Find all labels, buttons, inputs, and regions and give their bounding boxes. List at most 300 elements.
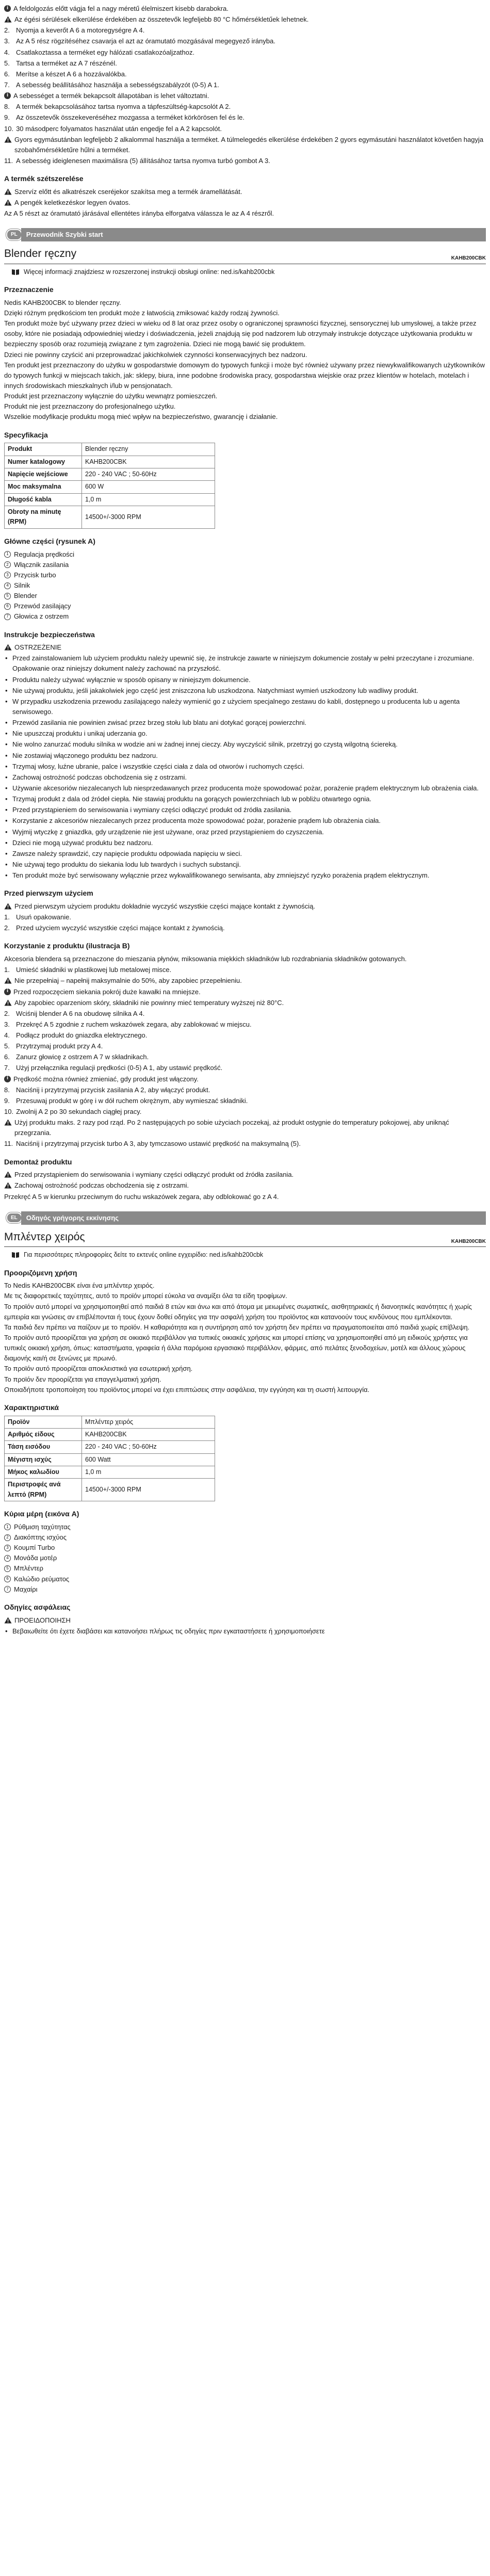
- step-text: Przed użyciem wyczyść wszystkie części mające kontakt z żywnością.: [16, 924, 225, 932]
- warning-icon: [4, 644, 12, 651]
- bullet-text: Trzymaj włosy, luźne ubranie, palce i wszystkie części ciała z dala od otworów i ruchomych części.: [12, 762, 304, 770]
- el-language-title: Οδηγός γρήγορης εκκίνησης: [21, 1211, 486, 1225]
- bullet-text: Nie wolno zanurzać modułu silnika w wodzie ani w żadnej innej cieczy. Aby wyczyścić silnik, przetrzyj go czystą wilgotną ściereką.: [12, 740, 398, 749]
- step-line: [4, 1030, 486, 1041]
- step-text: Szervíz előtt és alkatrészek cseréjekor szakítsa meg a termék áramellátását.: [14, 187, 242, 196]
- step-text: Usuń opakowanie.: [16, 913, 71, 921]
- spec-key: Napięcie wejściowe: [5, 468, 82, 480]
- el-parts-title: Κύρια μέρη (εικόνα A): [4, 1510, 79, 1518]
- part-number-marker: 7: [4, 613, 11, 620]
- paragraph: Ten produkt może być używany przez dzieci w wieku od 8 lat oraz przez osoby o ograniczonej sprawności fizycznej, sensorycznej lub umysłowej, a także przez osoby, które nie posiadają odpowiedniej wiedzy i doświadczenia, jeżeli znajdują się pod nadzorem lub otrzymały instrukcje dotyczące użytkowania produktu w bezpieczny sposób oraz rozumieją związane z tym zagrożenia. Dzieci nie mogą bawić się produktem.: [4, 319, 477, 348]
- spec-key: Μήκος καλωδίου: [5, 1466, 82, 1479]
- step-line: [4, 1019, 486, 1030]
- step-number: 5.: [4, 1042, 10, 1050]
- part-item: [4, 611, 486, 622]
- spec-key: Μέγιστη ισχύς: [5, 1453, 82, 1466]
- spec-value: 600 Watt: [82, 1453, 215, 1466]
- part-label: Głowica z ostrzem: [14, 612, 69, 621]
- pl-info-line: [11, 267, 486, 277]
- spec-value: 14500+/-3000 RPM: [82, 1479, 215, 1501]
- step-number: 1.: [4, 913, 10, 921]
- spec-value: KAHB200CBK: [82, 1428, 215, 1440]
- bullet-dot: •: [5, 795, 8, 803]
- paragraph: Το προϊόν αυτό προορίζεται αποκλειστικά για εσωτερική χρήση.: [4, 1365, 193, 1373]
- step-line: [4, 901, 486, 912]
- bullet-item: [5, 849, 486, 859]
- bullet-item: [5, 653, 486, 674]
- part-item: [4, 591, 486, 601]
- part-label: Διακόπτης ισχύος: [14, 1533, 67, 1542]
- bullet-dot: •: [5, 719, 8, 727]
- step-text: Przytrzymaj produkt przy A 4.: [16, 1042, 103, 1050]
- bullet-dot: •: [5, 762, 8, 770]
- step-number: 1.: [4, 966, 10, 974]
- paragraph: Nedis KAHB200CBK to blender ręczny.: [4, 298, 121, 306]
- warning-icon: [4, 136, 12, 143]
- part-label: Silnik: [14, 581, 30, 589]
- bullet-item: [5, 816, 486, 826]
- part-label: Włącznik zasilania: [14, 560, 69, 569]
- step-text: A sebesség ideiglenesen maximálisra (5) állításához tartsa nyomva turbó gombot A 3.: [16, 156, 270, 165]
- pl-info-text: Więcej informacji znajdziesz w rozszerzonej instrukcji obsługi online: ned.is/kahb200cbk: [24, 268, 275, 276]
- step-text: Umieść składniki w plastikowej lub metalowej misce.: [16, 966, 172, 974]
- step-text: A sebesség beállításához használja a sebességszabályzót (0-5) A 1.: [16, 80, 219, 89]
- bullet-item: [5, 686, 486, 696]
- paragraph: Οποιαδήποτε τροποποίηση του προϊόντος μπορεί να έχει επιπτώσεις στην ασφάλεια, την εγγύηση και τη σωστή λειτουργία.: [4, 1385, 370, 1394]
- spec-key: Moc maksymalna: [5, 481, 82, 493]
- step-text: Naciśnij i przytrzymaj przycisk turbo A 3, aby tymczasowo ustawić prędkość na maksymalną (5).: [16, 1140, 301, 1148]
- bullet-item: [5, 827, 486, 837]
- bullet-text: Zawsze należy sprawdzić, czy napięcie produktu odpowiada napięciu w sieci.: [12, 849, 242, 857]
- step-number: 6.: [4, 1053, 10, 1061]
- bullet-dot: •: [5, 675, 8, 684]
- el-product-code: KAHB200CBK: [451, 1238, 486, 1244]
- el-purpose-title: Προοριζόμενη χρήση: [4, 1268, 77, 1277]
- bullet-text: Nie upuszczaj produktu i unikaj uderzania go.: [12, 730, 148, 738]
- part-label: Μονάδα μοτέρ: [14, 1554, 57, 1562]
- bullet-dot: •: [5, 730, 8, 738]
- step-line: [4, 1041, 486, 1051]
- bullet-text: Nie używaj produktu, jeśli jakakolwiek jego część jest zniszczona lub uszkodzona. Natychmiast wymień uszkodzony lub wadliwy produkt.: [12, 686, 418, 694]
- bullet-dot: •: [5, 871, 8, 880]
- part-item: [4, 1584, 486, 1595]
- step-line: [4, 198, 486, 208]
- paragraph: Το προϊόν αυτό προορίζεται για χρήση σε οικιακό περιβάλλον για τυπικές οικιακές χρήσεις και μπορεί επίσης να χρησιμοποιηθεί από μη ειδικούς χρήστες για τυπικές οικιακή χρήση, όπως: καταστήματα, γραφεία ή άλλα παρόμοια εργασιακό περιβάλλον, φάρμες, από πελάτες ξενοδοχείων, μοτέλ και άλλους χώρους διαμονής και/ή σε ξενώνες με πρωινό.: [4, 1334, 468, 1363]
- step-text: Merítse a készet A 6 a hozzávalókba.: [16, 70, 127, 78]
- step-number: 9.: [4, 114, 10, 122]
- bullet-dot: •: [5, 806, 8, 814]
- step-text: Przekręć A 5 zgodnie z ruchem wskazówek zegara, aby zablokować w miejscu.: [16, 1020, 252, 1028]
- bullet-item: [5, 783, 486, 793]
- spec-value: Blender ręczny: [82, 443, 215, 456]
- spec-row: [5, 1416, 215, 1428]
- pl-purpose-title: Przeznaczenie: [4, 285, 54, 294]
- part-label: Regulacja prędkości: [14, 550, 75, 558]
- step-text: Użyj przełącznika regulacji prędkości (0-5) A 1, aby ustawić prędkość.: [16, 1064, 223, 1072]
- step-line: [4, 14, 486, 25]
- step-line: [4, 135, 486, 155]
- bullet-text: Używanie akcesoriów niezalecanych lub niesprzedawanych przez producenta może spowodować pożar, porażenie prądem elektrycznym lub obrażenia ciała.: [12, 784, 479, 792]
- spec-value: 220 - 240 VAC ; 50-60Hz: [82, 1441, 215, 1453]
- pl-use-title: Korzystanie z produktu (ilustracja B): [4, 942, 130, 950]
- step-number: 2.: [4, 924, 10, 932]
- el-safety-warning: ΠΡΟΕΙΔΟΠΟΙΗΣΗ: [14, 1616, 71, 1624]
- pl-use-steps: [4, 965, 486, 1149]
- part-number-marker: 4: [4, 582, 11, 589]
- part-number-marker: 2: [4, 1534, 11, 1541]
- warning-icon: [4, 1182, 12, 1189]
- part-number-marker: 6: [4, 1576, 11, 1582]
- el-language-bar: [4, 1211, 486, 1225]
- warning-icon: [4, 999, 12, 1006]
- pl-product-code: KAHB200CBK: [451, 255, 486, 262]
- paragraph: Το Nedis KAHB200CBK είναι ένα μπλέντερ χειρός.: [4, 1282, 155, 1290]
- spec-value: KAHB200CBK: [82, 456, 215, 468]
- bullet-text: Przewód zasilania nie powinien zwisać przez brzeg stołu lub blatu ani dotykać gorącej powierzchni.: [12, 719, 307, 727]
- step-text: Nyomja a keverőt A 6 a motoregységre A 4.: [16, 26, 145, 35]
- bullet-text: Zachowaj ostrożność podczas obchodzenia się z ostrzami.: [12, 773, 187, 781]
- step-line: [4, 1107, 486, 1117]
- part-number-marker: 5: [4, 1565, 11, 1572]
- pl-spec-title: Specyfikacja: [4, 430, 48, 439]
- step-text: Az összetevők összekeveréséhez mozgassa a terméket körkörösen fel és le.: [16, 114, 244, 122]
- pl-before-steps: [4, 901, 486, 933]
- pl-safety-title: Instrukcje bezpieczeństwa: [4, 630, 95, 639]
- part-number-marker: 3: [4, 572, 11, 578]
- el-safety-title: Οδηγίες ασφάλειας: [4, 1602, 71, 1611]
- bullet-item: [5, 762, 486, 772]
- bullet-item: [5, 718, 486, 728]
- step-text: Zachowaj ostrożność podczas obchodzenia się z ostrzami.: [14, 1181, 189, 1190]
- el-product-header: [4, 1229, 486, 1248]
- pl-product-header: [4, 246, 486, 264]
- step-text: Przed pierwszym użyciem produktu dokładnie wyczyść wszystkie części mające kontakt z żywnością.: [14, 902, 316, 910]
- bullet-dot: •: [5, 773, 8, 781]
- bullet-dot: •: [5, 1627, 8, 1635]
- paragraph: Produkt nie jest przeznaczony do profesjonalnego użytku.: [4, 402, 176, 411]
- step-line: [4, 1052, 486, 1062]
- part-number-marker: 2: [4, 561, 11, 568]
- part-item: [4, 1574, 486, 1584]
- spec-key: Obroty na minutę (RPM): [5, 506, 82, 529]
- paragraph: Με τις διαφορετικές ταχύτητες, αυτό το προϊόν μπορεί εύκολα να αναμίξει όλα τα είδη τροφίμων.: [4, 1292, 287, 1300]
- bullet-dot: •: [5, 784, 8, 792]
- info-icon: i: [4, 92, 11, 99]
- step-text: A pengék keletkezéskor legyen óvatos.: [14, 198, 130, 206]
- bullet-item: [5, 838, 486, 848]
- bullet-text: Βεβαιωθείτε ότι έχετε διαβάσει και κατανοήσει πλήρως τις οδηγίες πριν εγκαταστήσετε ή χρησιμοποιήσετε: [12, 1627, 325, 1635]
- step-line: [4, 102, 486, 112]
- step-text: Użyj produktu maks. 2 razy pod rząd. Po 2 następujących po sobie użyciach poczekaj, aż produkt ostygnie do temperatury pokojowej, aby uniknąć przegrzania.: [14, 1119, 449, 1137]
- part-label: Ρύθμιση ταχύτητας: [14, 1522, 71, 1531]
- pl-disassembly-steps: [4, 1170, 486, 1202]
- step-line: [4, 58, 486, 69]
- bullet-item: [5, 739, 486, 750]
- spec-key: Προϊόν: [5, 1416, 82, 1428]
- warning-icon: [4, 903, 12, 910]
- spec-row: [5, 443, 215, 456]
- bullet-text: Przed przystąpieniem do serwisowania i wymiany części odłączyć produkt od źródła zasilania.: [12, 806, 292, 814]
- warning-icon: [4, 1119, 12, 1126]
- bullet-item: [5, 794, 486, 804]
- step-line: [4, 1117, 486, 1138]
- step-line: [4, 47, 486, 58]
- step-text: Aby zapobiec oparzeniom skóry, składniki nie powinny mieć temperatury wyższej niż 80°C.: [14, 998, 284, 1007]
- bullet-dot: •: [5, 740, 8, 749]
- el-language-badge: EL: [6, 1212, 22, 1224]
- step-number: 10.: [4, 1108, 14, 1116]
- pl-spec-table: [4, 443, 215, 529]
- spec-row: [5, 1428, 215, 1440]
- part-item: [4, 1532, 486, 1543]
- bullet-dot: •: [5, 817, 8, 825]
- step-text: Podłącz produkt do gniazdka elektrycznego.: [16, 1031, 148, 1040]
- spec-key: Τάση εισόδου: [5, 1441, 82, 1453]
- warning-icon: [4, 1617, 12, 1624]
- step-line: [4, 965, 486, 975]
- step-line: [4, 923, 486, 933]
- step-line: [4, 976, 486, 986]
- step-line: [4, 1170, 486, 1180]
- step-text: Przesuwaj produkt w górę i w dół ruchem okrężnym, aby wymieszać składniki.: [16, 1096, 248, 1105]
- step-text: Tartsa a terméket az A 7 részénél.: [16, 59, 117, 67]
- step-text: Naciśnij i przytrzymaj przycisk zasilania A 2, aby włączyć produkt.: [16, 1086, 210, 1094]
- part-item: [4, 549, 486, 560]
- step-number: 6.: [4, 70, 10, 78]
- manual-book-icon: [11, 269, 20, 276]
- step-line: [4, 1074, 486, 1084]
- step-line: [4, 1139, 486, 1149]
- part-label: Καλώδιο ρεύματος: [14, 1575, 70, 1583]
- paragraph: Ten produkt jest przeznaczony do użytku w gospodarstwie domowym do typowych funkcji i może być również używany przez niewykwalifikowanych użytkowników do typowych funkcji w miejscach takich, jak: sklepy, biura, inne podobne środowiska pracy, gospodarstwa wiejskie oraz przez klientów w hotelach, motelach i innych środowiskach mieszkalnych i/lub w pensjonatach.: [4, 361, 485, 390]
- part-number-marker: 4: [4, 1555, 11, 1562]
- step-number: 7.: [4, 1064, 10, 1072]
- part-item: [4, 1522, 486, 1532]
- spec-row: [5, 468, 215, 480]
- step-line: [4, 91, 486, 101]
- step-number: 2.: [4, 26, 10, 35]
- step-number: 5.: [4, 59, 10, 67]
- bullet-item: [5, 870, 486, 881]
- part-item: [4, 570, 486, 580]
- el-spec-table: [4, 1416, 215, 1502]
- bullet-dot: •: [5, 751, 8, 759]
- bullet-item: [5, 860, 486, 870]
- step-line: [4, 4, 486, 14]
- step-line: [4, 987, 486, 997]
- bullet-text: Produktu należy używać wyłącznie w sposób opisany w niniejszym dokumencie.: [12, 675, 251, 684]
- step-text: Przed rozpoczęciem siekania pokrój duże kawałki na mniejsze.: [13, 987, 201, 996]
- spec-row: [5, 481, 215, 493]
- el-info-line: [11, 1250, 486, 1260]
- spec-key: Αριθμός είδους: [5, 1428, 82, 1440]
- step-text: Przekręć A 5 w kierunku przeciwnym do ruchu wskazówek zegara, aby odblokować go z A 4.: [4, 1192, 279, 1201]
- warning-icon: [4, 1171, 12, 1178]
- step-text: A sebességet a termék bekapcsolt állapotában is lehet változtatni.: [13, 92, 209, 100]
- spec-row: [5, 493, 215, 506]
- step-number: 4.: [4, 1031, 10, 1040]
- part-item: [4, 1563, 486, 1574]
- spec-row: [5, 1479, 215, 1501]
- step-line: [4, 998, 486, 1008]
- step-line: [4, 36, 486, 46]
- step-text: Przed przystąpieniem do serwisowania i wymiany części odłączyć produkt od źródła zasilania.: [14, 1171, 294, 1179]
- spec-key: Numer katalogowy: [5, 456, 82, 468]
- step-line: [4, 25, 486, 36]
- paragraph: Produkt jest przeznaczony wyłącznie do użytku wewnątrz pomieszczeń.: [4, 392, 218, 400]
- step-text: Prędkość można również zmieniać, gdy produkt jest włączony.: [13, 1075, 199, 1083]
- step-text: Zwolnij A 2 po 30 sekundach ciągłej pracy.: [16, 1108, 142, 1116]
- paragraph: Τα παιδιά δεν πρέπει να παίζουν με το προϊόν. Η καθαριότητα και η συντήρηση από τον χρήστη δεν πρέπει να πραγματοποιείται από παιδιά χωρίς επίβλεψη.: [4, 1323, 470, 1331]
- spec-row: [5, 456, 215, 468]
- paragraph: Dzieci nie powinny czyścić ani przeprowadzać jakichkolwiek czynności konserwacyjnych bez nadzoru.: [4, 350, 307, 359]
- el-safety-list: [4, 1626, 486, 1637]
- pl-parts-list: [4, 549, 486, 622]
- bullet-text: Ten produkt może być serwisowany wyłącznie przez wykwalifikowanego serwisanta, aby zmniejszyć ryzyko porażenia prądem elektrycznym.: [12, 871, 430, 880]
- spec-row: [5, 506, 215, 529]
- bullet-dot: •: [5, 828, 8, 836]
- step-number: 9.: [4, 1096, 10, 1105]
- bullet-item: [5, 805, 486, 815]
- step-line: [4, 124, 486, 134]
- step-number: 7.: [4, 80, 10, 89]
- bullet-item: [5, 696, 486, 717]
- step-number: 3.: [4, 37, 10, 45]
- step-text: Zanurz głowicę z ostrzem A 7 w składnikach.: [16, 1053, 149, 1061]
- part-label: Przewód zasilający: [14, 602, 71, 610]
- step-line: [4, 80, 486, 90]
- paragraph: Dzięki różnym prędkościom ten produkt może z łatwością zmiksować każdy rodzaj żywności.: [4, 309, 280, 317]
- step-text: Az A 5 rész rögzítéséhez csavarja el azt az óramutató mozgásával megegyező irányba.: [16, 37, 275, 45]
- hu-clean-steps: [4, 187, 486, 219]
- step-line: [4, 156, 486, 166]
- step-line: [4, 208, 486, 219]
- step-text: 30 másodperc folyamatos használat után engedje fel a A 2 kapcsolót.: [16, 124, 222, 133]
- hu-usage-steps: [4, 4, 486, 166]
- bullet-item: [5, 728, 486, 739]
- step-text: A termék bekapcsolásához tartsa nyomva a tápfeszültség-kapcsolót A 2.: [16, 103, 231, 111]
- spec-value: 600 W: [82, 481, 215, 493]
- el-spec-title: Χαρακτηριστικά: [4, 1403, 59, 1412]
- spec-value: Μπλέντερ χειρός: [82, 1416, 215, 1428]
- spec-value: 1,0 m: [82, 1466, 215, 1479]
- pl-purpose-text: [4, 298, 486, 423]
- spec-key: Długość kabla: [5, 493, 82, 506]
- pl-use-intro: Akcesoria blendera są przeznaczone do mieszania płynów, miksowania miękkich składników lub rozdrabniania składników gotowanych.: [4, 955, 407, 963]
- pl-safety-warning-line: [4, 642, 486, 653]
- bullet-text: Przed zainstalowaniem lub użyciem produktu należy upewnić się, że instrukcje zawarte w niniejszym dokumencie zostały w pełni przeczytane i zrozumiane. Opakowanie oraz niniejszy dokument należy zachować na przyszłość.: [12, 654, 475, 673]
- part-label: Blender: [14, 592, 37, 600]
- step-line: [4, 187, 486, 197]
- pl-language-badge: PL: [6, 229, 22, 240]
- el-info-text: Για περισσότερες πληροφορίες δείτε το εκτενές online εγχειρίδιο: ned.is/kahb200cbk: [24, 1251, 264, 1259]
- pl-safety-list: [4, 653, 486, 881]
- warning-icon: [4, 188, 12, 195]
- info-icon: i: [4, 1076, 11, 1082]
- step-text: A feldolgozás előtt vágja fel a nagy méretű élelmiszert kisebb darabokra.: [13, 5, 228, 12]
- part-label: Μπλέντερ: [14, 1564, 43, 1573]
- step-number: 2.: [4, 1009, 10, 1017]
- spec-value: 1,0 m: [82, 493, 215, 506]
- spec-value: 220 - 240 VAC ; 50-60Hz: [82, 468, 215, 480]
- step-text: Az égési sérülések elkerülése érdekében az összetevők legfeljebb 80 °C hőmérsékletűek lehetnek.: [14, 15, 309, 24]
- pl-product-title: Blender ręczny: [4, 248, 77, 260]
- info-icon: i: [4, 989, 11, 995]
- pl-safety-warning: OSTRZEŻENIE: [14, 643, 62, 652]
- part-item: [4, 1553, 486, 1563]
- part-number-marker: 7: [4, 1586, 11, 1593]
- step-number: 3.: [4, 1020, 10, 1028]
- pl-language-title: Przewodnik Szybki start: [21, 228, 486, 241]
- bullet-text: Korzystanie z akcesoriów niezalecanych przez producenta może spowodować pożar, porażenie prądem lub obrażenia ciała.: [12, 817, 381, 825]
- part-number-marker: 3: [4, 1545, 11, 1551]
- part-item: [4, 580, 486, 591]
- spec-value: 14500+/-3000 RPM: [82, 506, 215, 529]
- step-line: [4, 1096, 486, 1106]
- part-item: [4, 601, 486, 611]
- bullet-text: Nie używaj tego produktu do siekania lodu lub twardych i suchych substancji.: [12, 861, 241, 868]
- bullet-dot: •: [5, 861, 8, 868]
- step-number: 11.: [4, 1140, 13, 1148]
- part-item: [4, 560, 486, 570]
- paragraph: Wszelkie modyfikacje produktu mogą mieć wpływ na bezpieczeństwo, gwarancję i działanie.: [4, 413, 278, 421]
- step-line: [4, 1009, 486, 1019]
- part-number-marker: 1: [4, 551, 11, 558]
- part-item: [4, 1543, 486, 1553]
- el-purpose-text: [4, 1281, 486, 1395]
- step-number: 10.: [4, 124, 14, 133]
- bullet-text: Dzieci nie mogą używać produktu bez nadzoru.: [12, 838, 153, 847]
- step-text: Gyors egymásutánban legfeljebb 2 alkalommal használja a terméket. A túlmelegedés elkerülése érdekében 2 gyors egymásutáni használatot követően hagyja szobahőmérsékletűre hűlni a terméket.: [14, 135, 484, 154]
- pl-language-bar: [4, 228, 486, 241]
- manual-book-icon: [11, 1252, 20, 1258]
- warning-icon: [4, 199, 12, 206]
- el-parts-list: [4, 1522, 486, 1595]
- bullet-text: Trzymaj produkt z dala od źródeł ciepła. Nie stawiaj produktu na gorących powierzchniach lub w pobliżu otwartego ognia.: [12, 795, 372, 803]
- part-number-marker: 5: [4, 593, 11, 600]
- part-number-marker: 1: [4, 1524, 11, 1530]
- pl-before-title: Przed pierwszym użyciem: [4, 889, 93, 898]
- part-label: Przycisk turbo: [14, 571, 56, 579]
- bullet-item: [5, 772, 486, 783]
- step-number: 8.: [4, 1086, 10, 1094]
- bullet-item: [5, 751, 486, 761]
- pl-disassembly-title: Demontaż produktu: [4, 1157, 72, 1166]
- step-line: [4, 1192, 486, 1202]
- step-text: Az A 5 részt az óramutató járásával ellentétes irányba elforgatva válassza le az A 4 részről.: [4, 209, 274, 218]
- info-icon: i: [4, 5, 11, 12]
- step-line: [4, 1085, 486, 1095]
- bullet-dot: •: [5, 686, 8, 694]
- bullet-dot: •: [5, 654, 8, 662]
- step-number: 4.: [4, 48, 10, 56]
- step-line: [4, 69, 486, 79]
- spec-row: [5, 1453, 215, 1466]
- step-number: 11.: [4, 156, 13, 165]
- step-line: [4, 1180, 486, 1191]
- part-number-marker: 6: [4, 603, 11, 610]
- part-label: Κουμπί Turbo: [14, 1544, 55, 1552]
- part-label: Μαχαίρι: [14, 1585, 38, 1593]
- bullet-dot: •: [5, 849, 8, 857]
- step-number: 8.: [4, 103, 10, 111]
- step-text: Csatlakoztassa a terméket egy hálózati csatlakozóaljzathoz.: [16, 48, 195, 56]
- bullet-item: [5, 675, 486, 685]
- warning-icon: [4, 16, 12, 23]
- paragraph: Το προϊόν δεν προορίζεται για επαγγελματική χρήση.: [4, 1375, 161, 1383]
- bullet-dot: •: [5, 838, 8, 847]
- hu-clean-title: A termék szétszerelése: [4, 174, 84, 183]
